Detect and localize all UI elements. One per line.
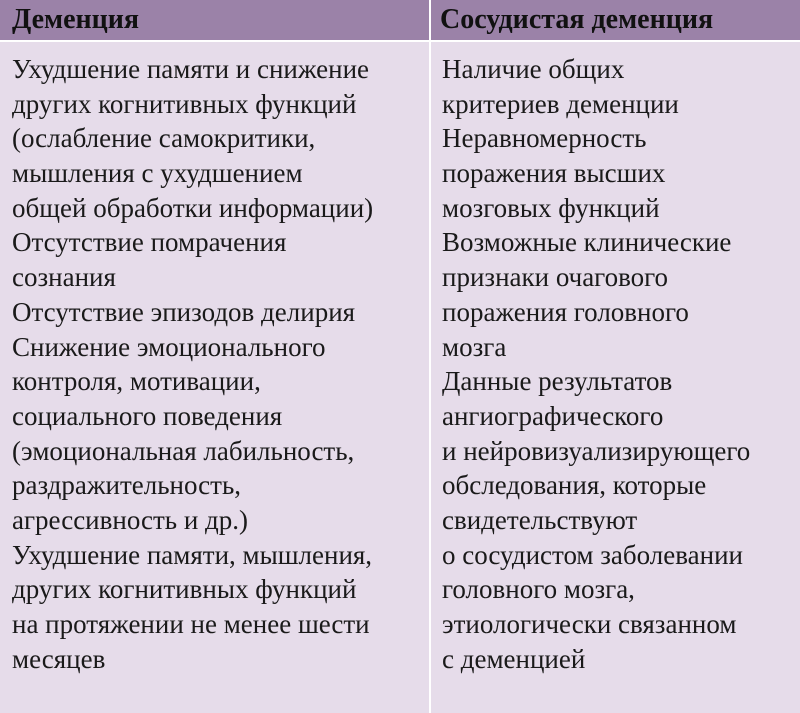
- vascular-dementia-line: свидетельствуют: [442, 504, 638, 535]
- column-divider: [429, 0, 431, 713]
- dementia-line: общей обработки информации): [12, 192, 374, 223]
- header-separator: [0, 40, 800, 42]
- vascular-dementia-line: критериев деменции: [442, 88, 679, 119]
- vascular-dementia-line: поражения головного: [442, 296, 689, 327]
- vascular-dementia-line: Неравномерность: [442, 123, 647, 154]
- column-vascular-dementia: [430, 40, 800, 713]
- vascular-dementia-line: ангиографического: [442, 400, 664, 431]
- dementia-line: мышления с ухудшением: [12, 158, 303, 189]
- dementia-line: (ослабление самокритики,: [12, 123, 316, 154]
- vascular-dementia-line: головного мозга,: [442, 574, 635, 605]
- vascular-dementia-line: обследования, которые: [442, 470, 707, 501]
- vascular-dementia-line: Наличие общих: [442, 54, 625, 84]
- vascular-dementia-line: с деменцией: [442, 643, 586, 674]
- dementia-line: агрессивность и др.): [12, 504, 249, 535]
- column-dementia: [0, 40, 430, 713]
- vascular-dementia-line: мозговых функций: [442, 192, 660, 223]
- dementia-line: контроля, мотивации,: [12, 366, 261, 397]
- dementia-line: Отсутствие помрачения: [12, 227, 287, 258]
- vascular-dementia-line: признаки очагового: [442, 262, 669, 293]
- vascular-dementia-line: поражения высших: [442, 158, 666, 189]
- vascular-dementia-line: и нейровизуализирующего: [442, 435, 751, 466]
- vascular-dementia-line: мозга: [442, 331, 507, 362]
- dementia-line: на протяжении не менее шести: [12, 609, 370, 639]
- dementia-line: других когнитивных функций: [12, 88, 357, 119]
- dementia-line: Снижение эмоционального: [12, 331, 326, 362]
- dementia-line: Отсутствие эпизодов делирия: [12, 296, 356, 327]
- vascular-dementia-line: Возможные клинические: [442, 227, 732, 258]
- dementia-line: месяцев: [12, 643, 106, 674]
- dementia-line: сознания: [12, 262, 116, 293]
- vascular-dementia-line: Данные результатов: [442, 366, 673, 397]
- header-vascular-dementia: Сосудистая деменция: [430, 0, 800, 40]
- dementia-line: (эмоциональная лабильность,: [12, 435, 355, 466]
- dementia-line: раздражительность,: [12, 470, 242, 501]
- dementia-line: Ухудшение памяти, мышления,: [12, 539, 373, 570]
- dementia-line: социального поведения: [12, 400, 283, 431]
- dementia-line: Ухудшение памяти и снижение: [12, 54, 370, 84]
- vascular-dementia-line: о сосудистом заболевании: [442, 539, 743, 570]
- dementia-line: других когнитивных функций: [12, 574, 357, 605]
- vascular-dementia-line: этиологически связанном: [442, 609, 737, 639]
- header-dementia: Деменция: [0, 0, 430, 40]
